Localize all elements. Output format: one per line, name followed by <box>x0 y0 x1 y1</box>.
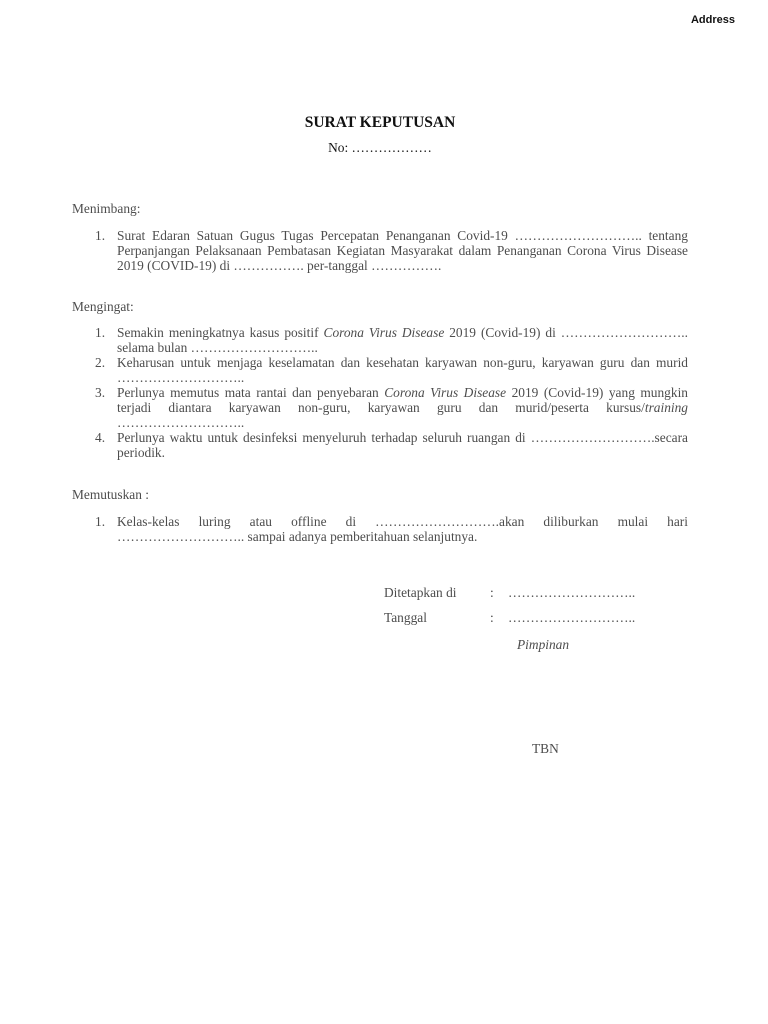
memutuskan-list <box>72 514 688 544</box>
document-title: SURAT KEPUTUSAN <box>304 114 456 131</box>
list-item-italic: training <box>644 400 688 415</box>
list-item <box>72 355 688 385</box>
mengingat-list <box>72 325 688 460</box>
mengingat-heading: Mengingat: <box>72 299 134 314</box>
list-item <box>72 385 688 430</box>
pimpinan-label: Pimpinan <box>517 637 570 652</box>
list-item-text: 2019 (Covid-19) yang mungkin terjadi diantara karyawan non-guru, karyawan guru dan murid/peserta kursus/ <box>117 385 688 415</box>
list-item-text: Surat Edaran Satuan Gugus Tugas Percepatan Penanganan Covid-19 ……………………….. tentang Perpanjangan Pelaksanaan Pembatasan Kegiatan Masyarakat dalam Penanganan Corona Virus Disease 2019 (COVID-19) di ……………. per-tanggal ……………. <box>117 228 688 273</box>
list-item-text: Perlunya waktu untuk desinfeksi menyeluruh terhadap seluruh ruangan di ……………………….secara periodik. <box>117 430 688 460</box>
list-item-number: 1. <box>95 325 106 340</box>
tanggal-colon: : <box>490 610 494 625</box>
tanggal-label: Tanggal <box>384 610 427 625</box>
list-item-number: 4. <box>95 430 106 445</box>
list-item <box>72 514 688 544</box>
list-item <box>72 430 688 460</box>
list-item-text: Semakin meningkatnya kasus positif <box>117 325 324 340</box>
list-item-number: 1. <box>95 514 106 529</box>
list-item-text: ……………………….. <box>117 415 245 430</box>
ditetapkan-colon: : <box>490 585 494 600</box>
menimbang-list <box>72 228 688 273</box>
list-item-text: 2019 (Covid-19) di ……………………….. selama bulan ……………………….. <box>117 325 688 355</box>
list-item-text: Keharusan untuk menjaga keselamatan dan kesehatan karyawan non-guru, karyawan guru dan murid ……………………….. <box>117 355 688 385</box>
tanggal-value: ……………………….. <box>508 610 636 625</box>
menimbang-heading: Menimbang: <box>72 201 141 216</box>
list-item-number: 1. <box>95 228 106 243</box>
list-item-number: 3. <box>95 385 106 400</box>
ditetapkan-label: Ditetapkan di <box>384 585 457 600</box>
list-item-number: 2. <box>95 355 106 370</box>
list-item-italic: Corona Virus Disease <box>384 385 507 400</box>
list-item <box>72 228 688 273</box>
list-item <box>72 325 688 355</box>
list-item-text: Kelas-kelas luring atau offline di ……………………….akan diliburkan mulai hari ……………………….. sampai adanya pemberitahuan selanjutnya. <box>117 514 688 544</box>
list-item-text: Perlunya memutus mata rantai dan penyebaran <box>117 385 385 400</box>
ditetapkan-value: ……………………….. <box>508 585 636 600</box>
signatory-name: TBN <box>532 741 559 756</box>
memutuskan-heading: Memutuskan : <box>72 487 149 502</box>
document-number: No: ……………… <box>328 140 432 155</box>
header-address: Address <box>690 14 735 26</box>
list-item-italic: Corona Virus Disease <box>323 325 445 340</box>
